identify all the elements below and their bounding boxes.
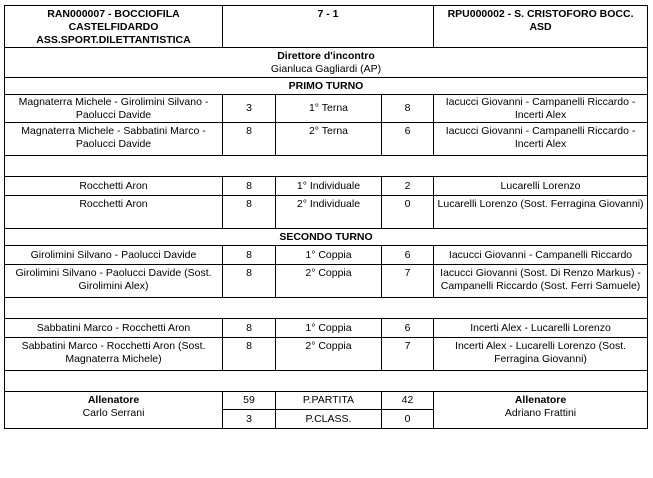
away-score: 7: [382, 338, 434, 371]
home-players: Rocchetti Aron: [5, 177, 223, 196]
match-row: [5, 246, 648, 265]
away-players: Iacucci Giovanni - Campanelli Riccardo - Incerti Alex: [434, 123, 648, 156]
match-row: [5, 177, 648, 196]
game-type: 1° Coppia: [276, 319, 382, 338]
away-score: 2: [382, 177, 434, 196]
match-row: [5, 95, 648, 123]
home-coach-label: Allenatore: [87, 394, 140, 406]
game-type: 2° Individuale: [276, 196, 382, 229]
away-players: Iacucci Giovanni (Sost. Di Renzo Markus) - Campanelli Riccardo (Sost. Ferri Samuele): [434, 265, 648, 298]
home-players: Magnaterra Michele - Sabbatini Marco - Paolucci Davide: [5, 123, 223, 156]
away-coach-label: Allenatore: [514, 394, 567, 406]
game-type: 2° Coppia: [276, 338, 382, 371]
spacer-row: [5, 371, 648, 392]
director-name: Gianluca Gagliardi (AP): [270, 62, 382, 75]
home-score: 8: [223, 338, 276, 371]
pclass-home: 3: [223, 410, 276, 429]
away-players: Lucarelli Lorenzo: [434, 177, 648, 196]
away-coach-name: Adriano Frattini: [504, 407, 577, 419]
home-score: 8: [223, 123, 276, 156]
footer-row-partita: [5, 392, 648, 410]
director-row: [5, 48, 648, 78]
game-type: 1° Individuale: [276, 177, 382, 196]
pclass-away: 0: [382, 410, 434, 429]
section-title-row: [5, 229, 648, 246]
match-row: [5, 265, 648, 298]
game-type: 2° Terna: [276, 123, 382, 156]
ppartita-home: 59: [223, 392, 276, 410]
away-score: 7: [382, 265, 434, 298]
home-players: Rocchetti Aron: [5, 196, 223, 229]
away-coach: [434, 392, 648, 429]
game-type: 1° Coppia: [276, 246, 382, 265]
section-title-row: [5, 78, 648, 95]
home-score: 8: [223, 246, 276, 265]
section-title-secondo-turno: SECONDO TURNO: [5, 229, 648, 246]
game-type: 1° Terna: [276, 95, 382, 123]
home-players: Magnaterra Michele - Girolimini Silvano - Paolucci Davide: [5, 95, 223, 123]
spacer-row: [5, 156, 648, 177]
spacer-row: [5, 298, 648, 319]
match-row: [5, 196, 648, 229]
away-score: 6: [382, 319, 434, 338]
away-players: Incerti Alex - Lucarelli Lorenzo (Sost. Ferragina Giovanni): [434, 338, 648, 371]
section-title-primo-turno: PRIMO TURNO: [5, 78, 648, 95]
away-players: Iacucci Giovanni - Campanelli Riccardo - Incerti Alex: [434, 95, 648, 123]
home-players: Girolimini Silvano - Paolucci Davide: [5, 246, 223, 265]
match-report-table: [4, 5, 648, 429]
home-coach-name: Carlo Serrani: [82, 407, 145, 419]
director-label: Direttore d'incontro: [277, 49, 375, 62]
home-score: 8: [223, 177, 276, 196]
home-players: Sabbatini Marco - Rocchetti Aron: [5, 319, 223, 338]
match-row: [5, 338, 648, 371]
match-score: 7 - 1: [223, 6, 434, 48]
home-score: 8: [223, 319, 276, 338]
home-team-name: RAN000007 - BOCCIOFILA CASTELFIDARDO ASS.SPORT.DILETTANTISTICA: [5, 6, 223, 48]
ppartita-label: P.PARTITA: [276, 392, 382, 410]
away-players: Iacucci Giovanni - Campanelli Riccardo: [434, 246, 648, 265]
match-row: [5, 319, 648, 338]
away-score: 6: [382, 123, 434, 156]
game-type: 2° Coppia: [276, 265, 382, 298]
away-players: Incerti Alex - Lucarelli Lorenzo: [434, 319, 648, 338]
home-coach: [5, 392, 223, 429]
home-score: 8: [223, 265, 276, 298]
ppartita-away: 42: [382, 392, 434, 410]
away-score: 0: [382, 196, 434, 229]
match-row: [5, 123, 648, 156]
away-players: Lucarelli Lorenzo (Sost. Ferragina Giovanni): [434, 196, 648, 229]
away-team-name: RPU000002 - S. CRISTOFORO BOCC. ASD: [434, 6, 648, 48]
away-score: 8: [382, 95, 434, 123]
header-row: [5, 6, 648, 48]
away-score: 6: [382, 246, 434, 265]
home-players: Girolimini Silvano - Paolucci Davide (Sost. Girolimini Alex): [5, 265, 223, 298]
home-score: 8: [223, 196, 276, 229]
home-players: Sabbatini Marco - Rocchetti Aron (Sost. Magnaterra Michele): [5, 338, 223, 371]
pclass-label: P.CLASS.: [276, 410, 382, 429]
home-score: 3: [223, 95, 276, 123]
